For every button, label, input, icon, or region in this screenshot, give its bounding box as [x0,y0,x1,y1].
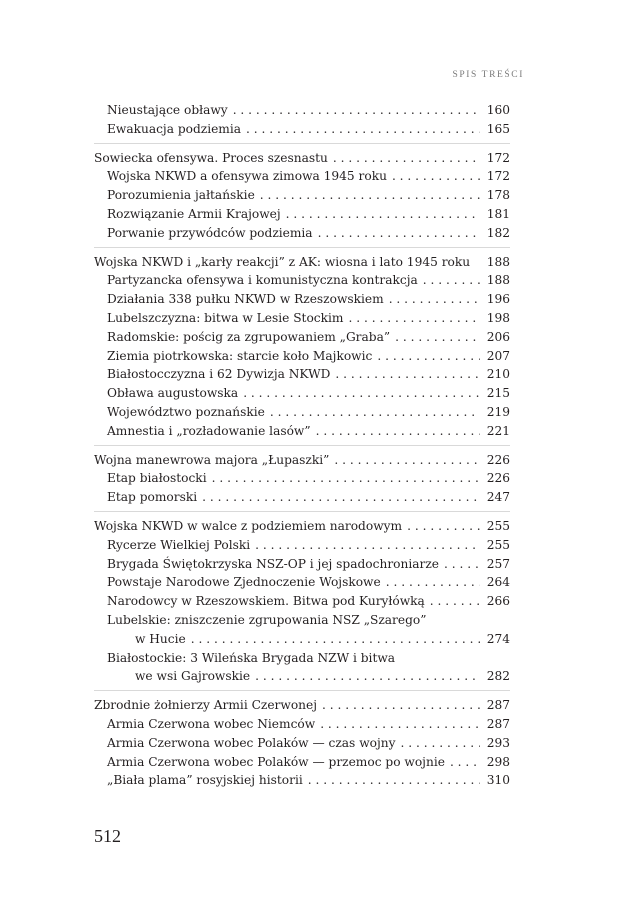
toc-entry-title: Województwo poznańskie [107,404,265,419]
dot-leader [255,536,480,555]
toc-entry-title: Ziemia piotrkowska: starcie koło Majkowic [107,348,373,363]
dot-leader [386,573,480,592]
toc-chapter[interactable] [94,149,510,168]
dot-leader [423,271,480,290]
dot-leader [202,488,480,507]
toc-entry[interactable] [94,328,510,347]
toc-entry-page: 264 [486,575,510,590]
dot-leader [322,696,480,715]
toc-entry[interactable] [94,488,510,507]
toc-entry[interactable] [94,120,510,139]
page-number: 512 [94,826,121,846]
toc-entry-title: Porozumienia jałtańskie [107,188,255,203]
toc-entry[interactable] [94,771,510,790]
toc-entry-title: Wojna manewrowa majora „Łupaszki” [94,452,330,467]
toc-section [94,101,510,143]
toc-entry-page: 255 [486,537,510,552]
toc-entry[interactable] [94,271,510,290]
dot-leader [270,403,480,422]
toc-chapter[interactable] [94,517,510,536]
toc-entry-page: 257 [486,556,510,571]
toc-entry-title: Obława augustowska [107,386,239,401]
toc-entry-title: Wojska NKWD a ofensywa zimowa 1945 roku [107,169,387,184]
toc-entry-title: Lubelszczyzna: bitwa w Lesie Stockim [107,310,344,325]
dot-leader [444,555,480,574]
toc-section [94,247,510,445]
dot-leader [191,630,480,649]
dot-leader [392,167,480,186]
toc-entry-title: Narodowcy w Rzeszowskiem. Bitwa pod Kuryłówką [107,594,425,609]
toc-entry[interactable] [94,224,510,243]
toc-entry[interactable] [94,649,510,668]
toc-entry-title: Białostocczyzna i 62 Dywizja NKWD [107,367,331,382]
dot-leader [212,469,480,488]
toc-section [94,445,510,511]
toc-entry-page: 298 [486,754,510,769]
toc-entry-page: 165 [486,121,510,136]
toc-entry-page: 282 [486,669,510,684]
toc-entry-title: Amnestia i „rozładowanie lasów” [107,423,311,438]
dot-leader [400,734,480,753]
dot-leader [320,715,480,734]
toc-entry-page: 188 [486,254,510,269]
toc-entry-title: Armia Czerwona wobec Polaków — czas wojny [107,735,396,750]
dot-leader [407,517,480,536]
toc-entry-page: 226 [486,471,510,486]
toc-entry-page: 310 [486,773,510,788]
toc-entry-page: 219 [486,404,510,419]
toc-entry[interactable] [94,422,510,441]
toc-entry-page: 206 [486,329,510,344]
toc-entry[interactable] [94,753,510,772]
dot-leader [335,365,480,384]
toc-entry-page: 160 [486,103,510,117]
dot-leader [430,592,480,611]
toc-entry[interactable] [94,384,510,403]
toc-entry-title: Nieustające obławy [107,103,228,117]
toc-entry[interactable] [94,573,510,592]
toc-entry-title: Armia Czerwona wobec Niemców [107,716,316,731]
toc-entry-page: 255 [486,518,510,533]
dot-leader [246,120,480,139]
toc-entry-title: Rycerze Wielkiej Polski [107,537,251,552]
toc-chapter[interactable] [94,253,510,272]
toc-entry[interactable] [94,469,510,488]
dot-leader [308,771,480,790]
toc-entry-title: Brygada Świętokrzyska NSZ-OP i jej spadochroniarze [107,556,439,571]
toc-entry-page: 178 [486,188,510,203]
toc-entry[interactable] [94,365,510,384]
dot-leader [377,347,480,366]
toc-entry-page: 247 [486,490,510,505]
toc-entry-page: 188 [486,273,510,288]
dot-leader [334,451,480,470]
dot-leader [333,149,480,168]
toc-entry[interactable] [94,186,510,205]
toc-entry[interactable] [94,611,510,630]
toc-entry-title: Białostockie: 3 Wileńska Brygada NZW i bitwa [107,650,396,665]
toc-entry-title: Porwanie przywódców podziemia [107,225,313,240]
dot-leader [395,328,480,347]
toc-entry-title: Sowiecka ofensywa. Proces szesnastu [94,150,328,165]
toc-section [94,690,510,794]
toc-entry-page: 287 [486,716,510,731]
toc-entry[interactable] [94,101,510,120]
toc-entry-title: Wojska NKWD i „karły reakcji” z AK: wiosna i lato 1945 roku [94,254,471,269]
toc-entry-title: Ewakuacja podziemia [107,121,242,136]
toc-entry-title: Powstaje Narodowe Zjednoczenie Wojskowe [107,575,381,590]
toc-entry-page: 198 [486,310,510,325]
toc-entry-page: 221 [486,423,510,438]
toc-entry-page: 274 [486,631,510,646]
toc-entry[interactable] [94,290,510,309]
toc-entry-title: Armia Czerwona wobec Polaków — przemoc po wojnie [107,754,445,769]
dot-leader [260,186,480,205]
dot-leader [348,309,480,328]
toc-entry-page: 226 [486,452,510,467]
toc-entry[interactable] [94,734,510,753]
toc-entry-title: Partyzancka ofensywa i komunistyczna kontrakcja [107,273,418,288]
toc-entry-page: 287 [486,698,510,713]
toc-entry[interactable] [94,536,510,555]
dot-leader [316,422,480,441]
table-of-contents [94,101,510,794]
toc-entry-page: 207 [486,348,510,363]
dot-leader [318,224,480,243]
toc-entry-title: Działania 338 pułku NKWD w Rzeszowskiem [107,292,384,307]
dot-leader [450,753,480,772]
dot-leader [286,205,480,224]
toc-entry-page: 266 [486,594,510,609]
toc-entry[interactable] [94,167,510,186]
toc-entry-title-continuation: w Hucie [135,631,186,646]
toc-entry-page: 215 [486,386,510,401]
dot-leader [233,101,480,120]
toc-chapter[interactable] [94,451,510,470]
toc-entry[interactable] [94,555,510,574]
running-head: SPIS TREŚCI [452,70,524,80]
toc-entry-title: Lubelskie: zniszczenie zgrupowania NSZ „Szarego” [107,612,427,627]
toc-entry-continuation[interactable] [94,630,510,649]
dot-leader [389,290,480,309]
toc-entry-page: 172 [486,150,510,165]
toc-entry-title: Radomskie: pościg za zgrupowaniem „Graba” [107,329,391,344]
toc-entry-page: 181 [486,206,510,221]
toc-entry[interactable] [94,403,510,422]
toc-entry-page: 172 [486,169,510,184]
toc-entry-title: Etap białostocki [107,471,207,486]
toc-entry-title: Wojska NKWD w walce z podziemiem narodowym [94,518,403,533]
toc-entry[interactable] [94,347,510,366]
toc-entry-title: Etap pomorski [107,490,198,505]
toc-entry[interactable] [94,205,510,224]
toc-entry-page: 210 [486,367,510,382]
toc-entry-page: 182 [486,225,510,240]
toc-entry-title: Zbrodnie żołnierzy Armii Czerwonej [94,698,317,713]
toc-entry-title-continuation: we wsi Gajrowskie [135,669,251,684]
dot-leader [243,384,480,403]
toc-entry-title: „Biała plama” rosyjskiej historii [107,773,303,788]
toc-entry-page: 293 [486,735,510,750]
toc-chapter[interactable] [94,696,510,715]
toc-entry-title: Rozwiązanie Armii Krajowej [107,206,281,221]
toc-entry[interactable] [94,715,510,734]
toc-entry-continuation[interactable] [94,667,510,686]
dot-leader [255,667,480,686]
toc-entry[interactable] [94,592,510,611]
toc-entry-page: 196 [486,292,510,307]
toc-section [94,511,510,690]
toc-section [94,143,510,247]
toc-entry[interactable] [94,309,510,328]
